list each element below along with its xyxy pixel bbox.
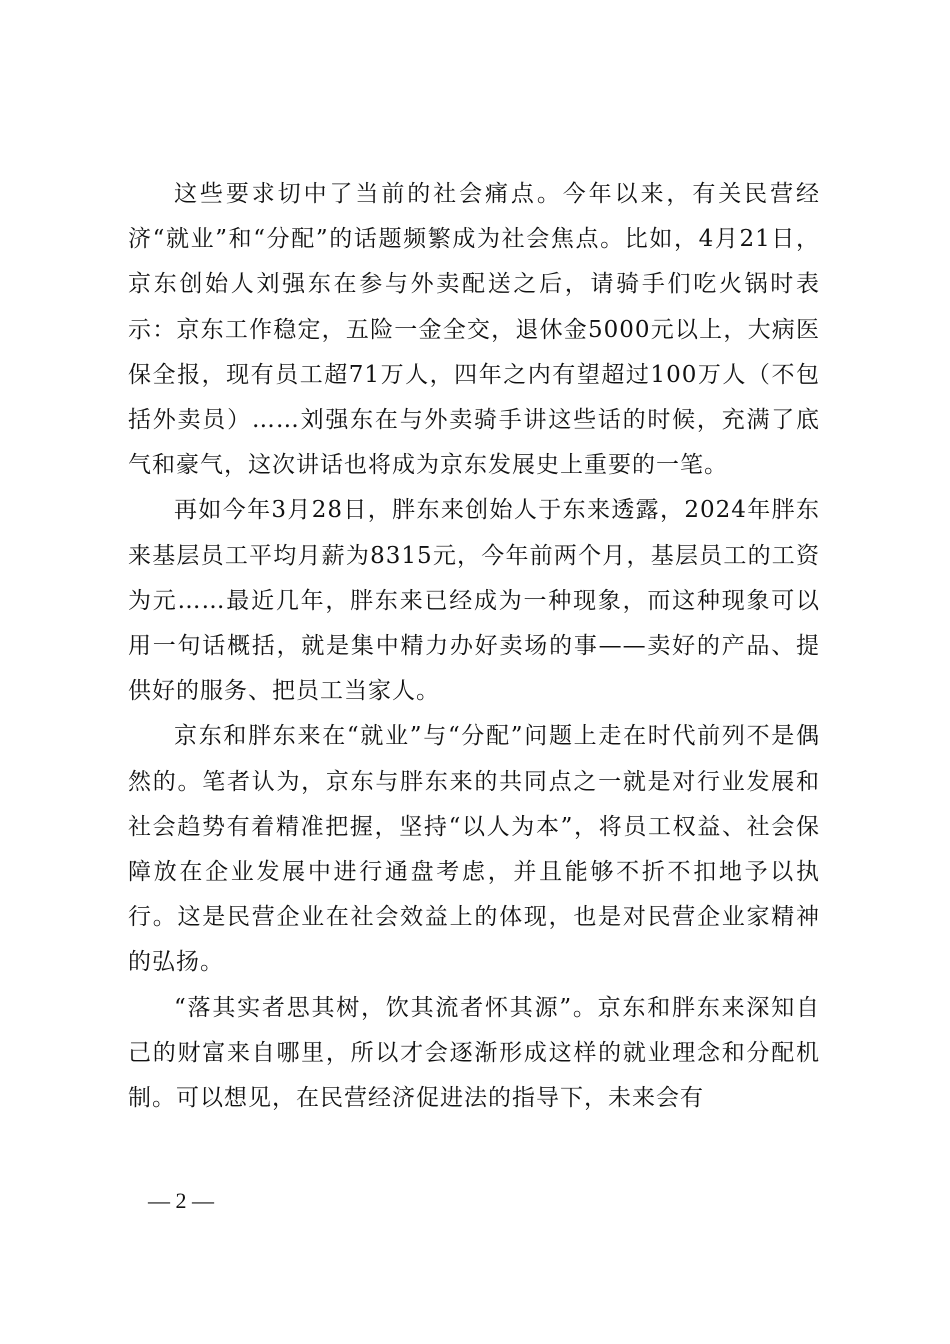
body-text [128,172,820,1121]
page-number: — 2 — [148,1188,214,1213]
paragraph-1: 这些要求切中了当前的社会痛点。今年以来，有关民营经济“就业”和“分配”的话题频繁成为社会焦点。比如，4月21日，京东创始人刘强东在参与外卖配送之后，请骑手们吃火锅时表示：京东工作稳定，五险一金全交，退休金5000元以上，大病医保全报，现有员工超71万人，四年之内有望超过100万人（不包括外卖员）……刘强东在与外卖骑手讲这些话的时候，充满了底气和豪气，这次讲话也将成为京东发展史上重要的一笔。 [128,181,820,479]
paragraph-2: 再如今年3月28日，胖东来创始人于东来透露，2024年胖东来基层员工平均月薪为8315元，今年前两个月，基层员工的工资为元……最近几年，胖东来已经成为一种现象，而这种现象可以用一句话概括，就是集中精力办好卖场的事——卖好的产品、提供好的服务、把员工当家人。 [128,497,820,705]
paragraph-4: “落其实者思其树，饮其流者怀其源”。京东和胖东来深知自己的财富来自哪里，所以才会逐渐形成这样的就业理念和分配机制。可以想见，在民营经济促进法的指导下，未来会有 [128,994,820,1112]
paragraph-3: 京东和胖东来在“就业”与“分配”问题上走在时代前列不是偶然的。笔者认为，京东与胖东来的共同点之一就是对行业发展和社会趋势有着精准把握，坚持“以人为本”，将员工权益、社会保障放在企业发展中进行通盘考虑，并且能够不折不扣地予以执行。这是民营企业在社会效益上的体现，也是对民营企业家精神的弘扬。 [128,723,820,976]
